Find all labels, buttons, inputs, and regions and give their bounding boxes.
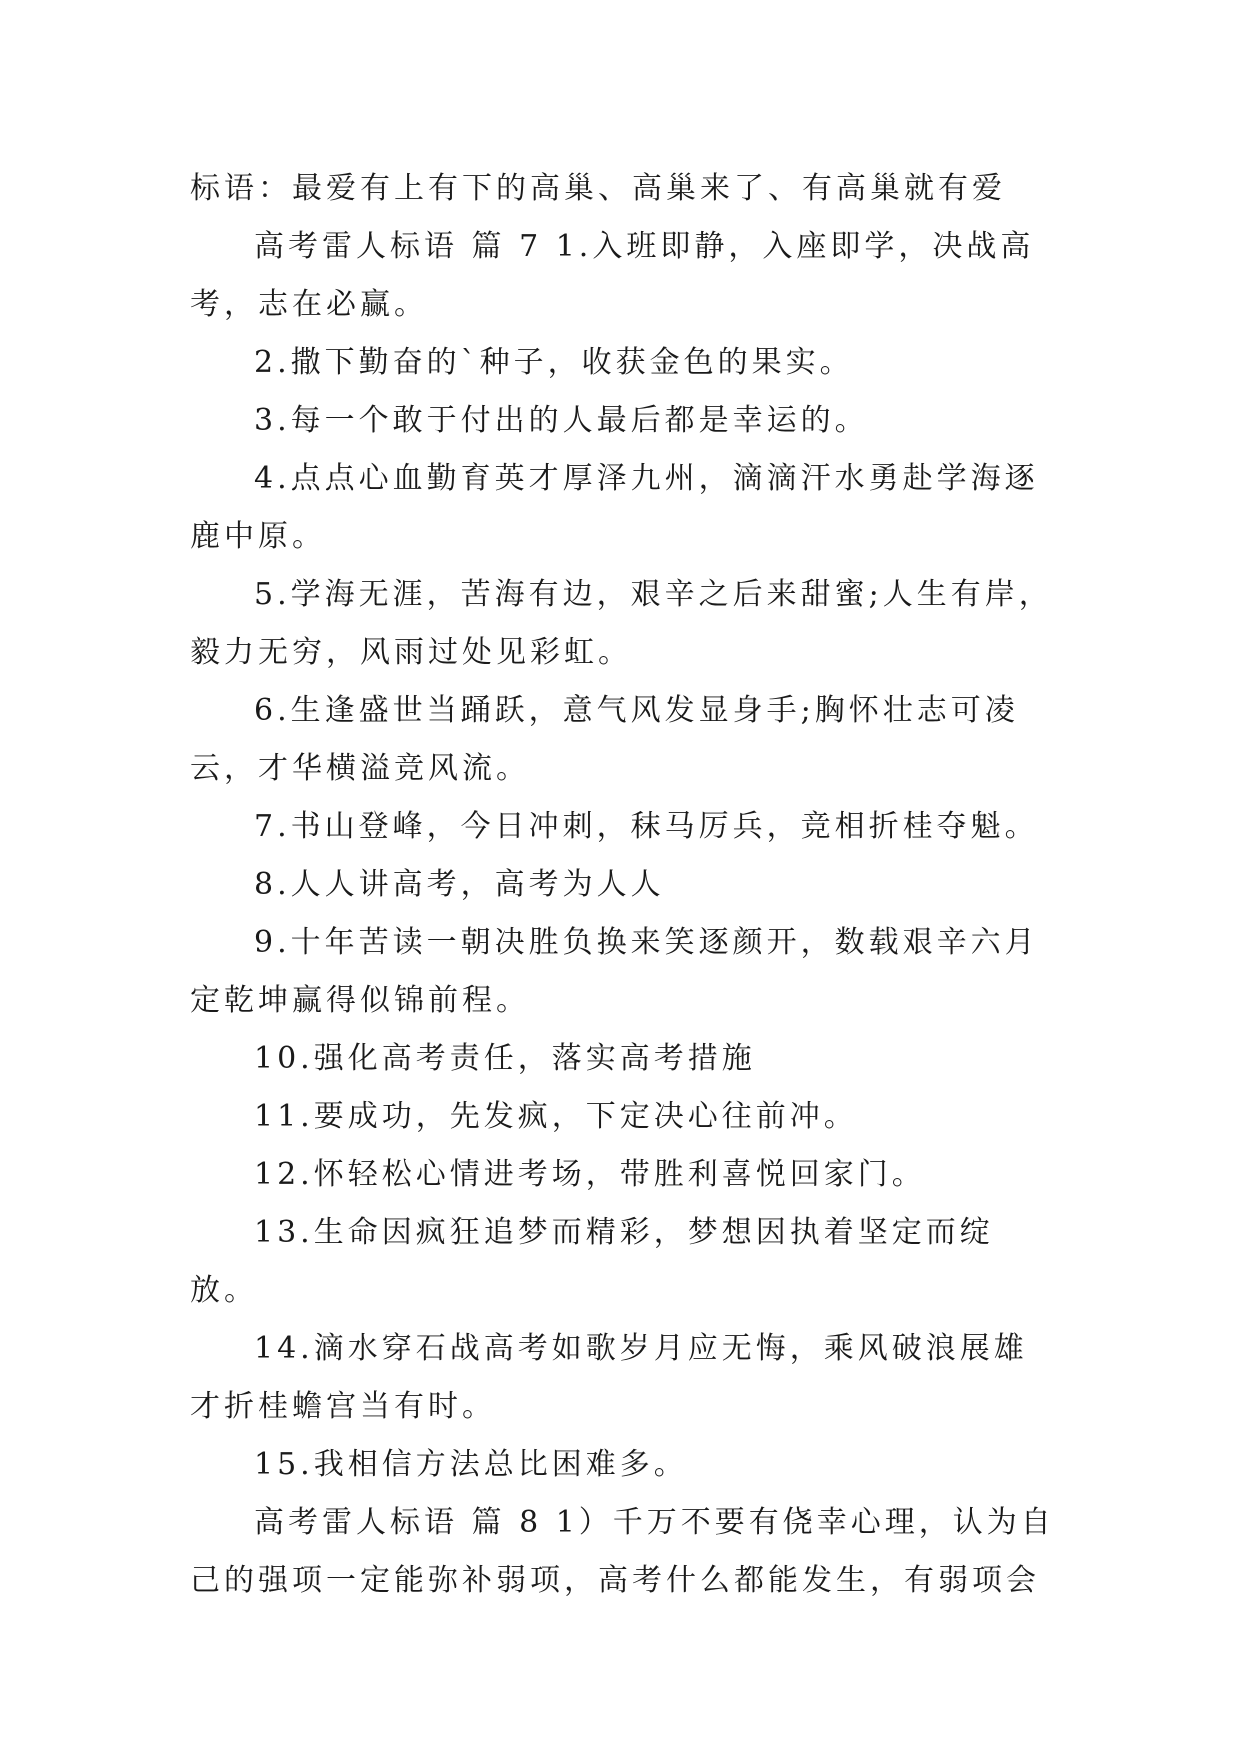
paragraph: 14.滴水穿石战高考如歌岁月应无悔，乘风破浪展雄才折桂蟾宫当有时。: [190, 1331, 1028, 1424]
paragraph: 10.强化高考责任，落实高考措施: [254, 1041, 756, 1076]
paragraph: 7.书山登峰，今日冲刺，秣马厉兵，竞相折桂夺魁。: [254, 809, 1039, 844]
paragraph: 6.生逢盛世当踊跃，意气风发显身手;胸怀壮志可凌云，才华横溢竞风流。: [190, 693, 1019, 786]
paragraph: 3.每一个敢于付出的人最后都是幸运的。: [254, 403, 869, 438]
paragraph: 15.我相信方法总比困难多。: [254, 1447, 688, 1482]
paragraph: 12.怀轻松心情进考场，带胜利喜悦回家门。: [254, 1157, 926, 1192]
paragraph: 标语：最爱有上有下的高巢、高巢来了、有高巢就有爱: [190, 171, 1006, 206]
paragraph: 13.生命因疯狂追梦而精彩，梦想因执着坚定而绽放。: [190, 1215, 994, 1308]
paragraph: 8.人人讲高考，高考为人人: [254, 867, 665, 902]
document-body: [190, 160, 1060, 1610]
paragraph: 2.撒下勤奋的`种子，收获金色的果实。: [254, 345, 854, 380]
paragraph: 11.要成功，先发疯，下定决心往前冲。: [254, 1099, 858, 1134]
paragraph: 高考雷人标语 篇 7 1.入班即静，入座即学，决战高考，志在必赢。: [190, 229, 1035, 322]
paragraph: 9.十年苦读一朝决胜负换来笑逐颜开，数载艰辛六月定乾坤赢得似锦前程。: [190, 925, 1039, 1018]
paragraph: 5.学海无涯，苦海有边，艰辛之后来甜蜜;人生有岸，毅力无穷，风雨过处见彩虹。: [190, 577, 1053, 670]
paragraph: 高考雷人标语 篇 8 1）千万不要有侥幸心理，认为自己的强项一定能弥补弱项，高考什么都能发生，有弱项会: [190, 1505, 1055, 1598]
paragraph: 4.点点心血勤育英才厚泽九州，滴滴汗水勇赴学海逐鹿中原。: [190, 461, 1039, 554]
